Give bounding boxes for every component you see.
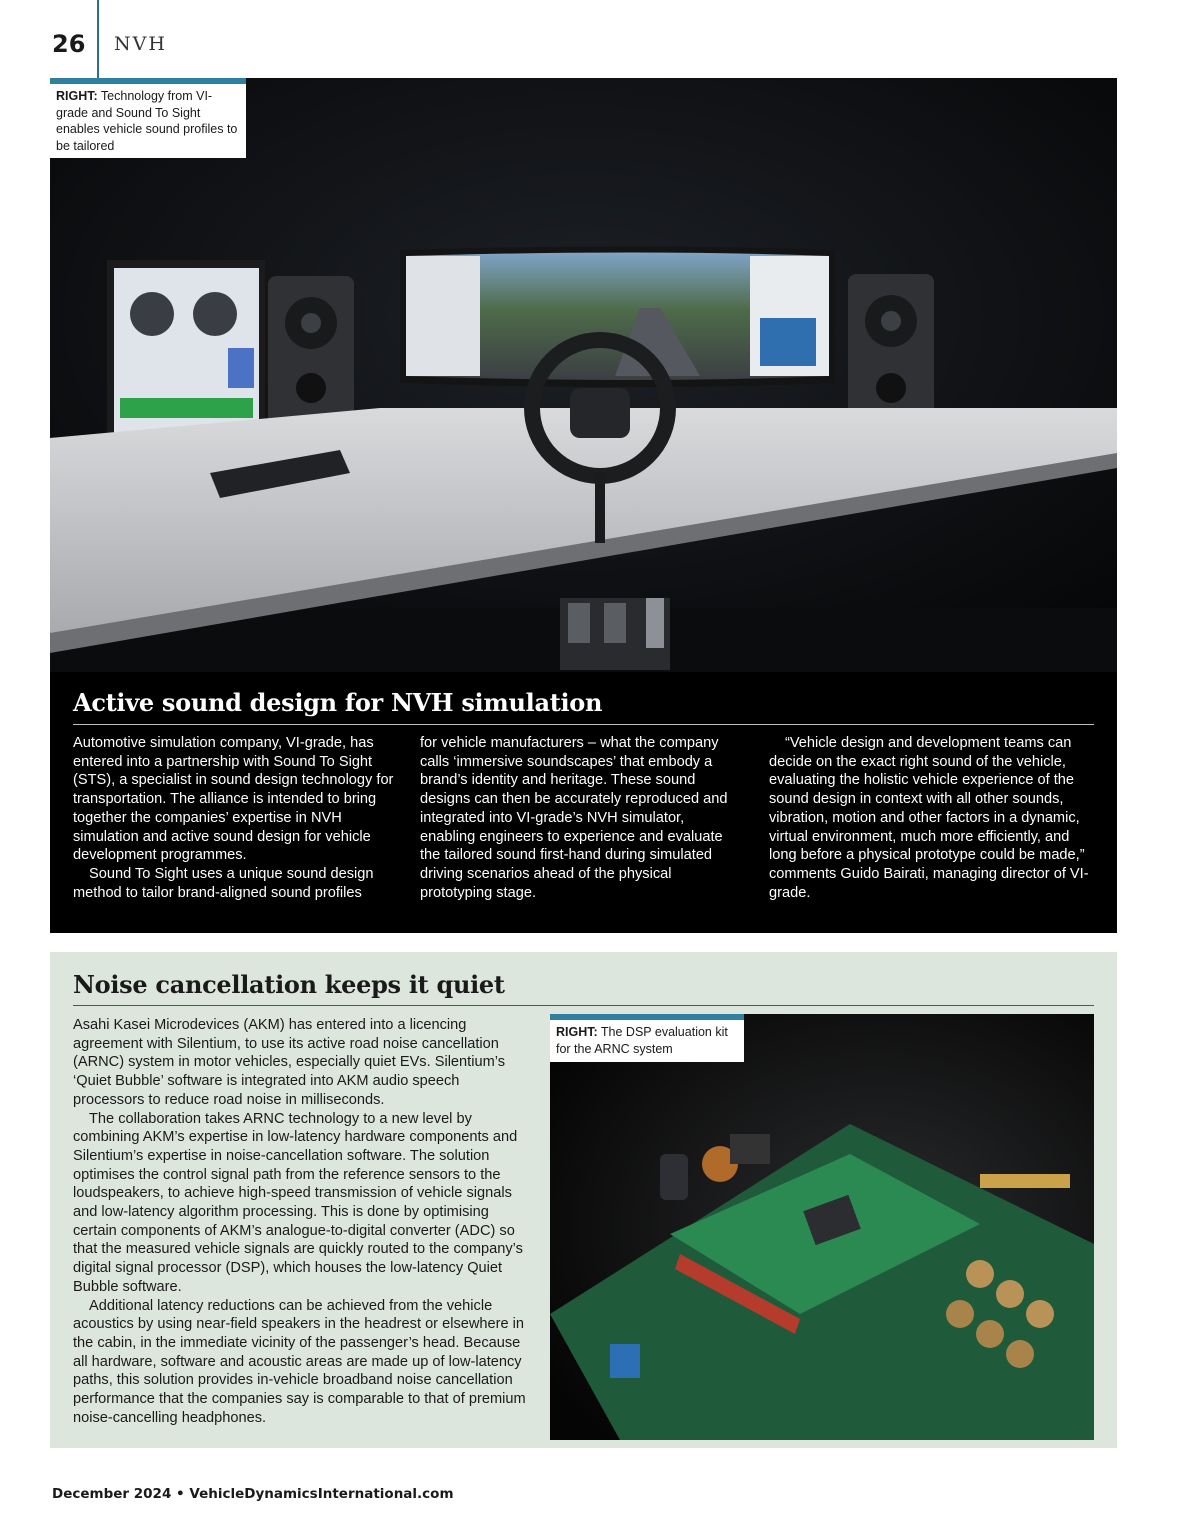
- article-column-1: [73, 734, 403, 902]
- photo-caption: [550, 1014, 744, 1062]
- caption-text: The DSP evaluation kit for the ARNC system: [556, 1025, 728, 1056]
- feature-active-sound: [50, 78, 1117, 933]
- dsp-board-illustration: [550, 1014, 1094, 1440]
- article-body: [73, 1016, 529, 1427]
- article-column-2: [420, 734, 742, 902]
- title-rule: [73, 724, 1094, 725]
- photo-caption: [50, 78, 246, 158]
- caption-text: Technology from VI-grade and Sound To Sight enables vehicle sound profiles to be tailored: [56, 89, 238, 153]
- article-title: Active sound design for NVH simulation: [73, 688, 603, 717]
- caption-label: RIGHT:: [56, 89, 98, 103]
- simulator-photo: [50, 78, 1117, 672]
- feature-noise-cancellation: [50, 952, 1117, 1448]
- section-label: NVH: [114, 33, 167, 55]
- title-rule: [73, 1005, 1094, 1006]
- paragraph: Sound To Sight uses a unique sound design method to tailor brand-aligned sound profiles: [73, 865, 374, 901]
- paragraph: Additional latency reductions can be achieved from the vehicle acoustics by using near-field speakers in the headrest or elsewhere in the cabin, in the immediate vicinity of the passenger’s head. Because all hardware, software and acoustic areas are made up of low-latency paths, this solution provides in-vehicle broadband noise cancellation performance that the companies say is comparable to that of premium noise-cancelling headphones.: [73, 1297, 526, 1426]
- article-column-3: [769, 734, 1097, 902]
- caption-label: RIGHT:: [556, 1025, 598, 1039]
- paragraph: The collaboration takes ARNC technology to a new level by combining AKM’s expertise in low-latency hardware components and Silentium’s expertise in noise-cancellation software. The solution optimises the control signal path from the reference sensors to the loudspeakers, to achieve high-speed transmission of vehicle signals and low-latency algorithm processing. This is done by optimising certain components of AKM’s analogue-to-digital converter (ADC) so that the measured vehicle signals are quickly routed to the company’s digital signal processor (DSP), which houses the low-latency Quiet Bubble software.: [73, 1110, 523, 1295]
- header-divider: [97, 0, 99, 80]
- dsp-kit-photo: [550, 1014, 1094, 1440]
- paragraph: Automotive simulation company, VI-grade, has entered into a partnership with Sound To Sight (STS), a specialist in sound design technology for transportation. The alliance is intended to bring together the companies’ expertise in NVH simulation and active sound design for vehicle development programmes.: [73, 735, 394, 864]
- page-number: 26: [52, 30, 86, 58]
- article-title: Noise cancellation keeps it quiet: [73, 970, 505, 999]
- page-footer: December 2024 • VehicleDynamicsInternational.com: [52, 1486, 454, 1502]
- paragraph: for vehicle manufacturers – what the company calls ‘immersive soundscapes’ that embody a brand’s identity and heritage. These sound designs can then be accurately reproduced and integrated into VI-grade’s NVH simulator, enabling engineers to experience and evaluate the tailored sound first-hand during simulated driving scenarios ahead of the physical prototyping stage.: [420, 735, 728, 901]
- paragraph: “Vehicle design and development teams can decide on the exact right sound of the vehicle, evaluating the holistic vehicle experience of the sound design in context with all other sounds, vibration, motion and other factors in a dynamic, virtual environment, much more efficiently, and long before a physical prototype could be made,” comments Guido Bairati, managing director of VI-grade.: [769, 735, 1089, 901]
- paragraph: Asahi Kasei Microdevices (AKM) has entered into a licencing agreement with Silentium, to use its active road noise cancellation (ARNC) system in motor vehicles, especially quiet EVs. Silentium’s ‘Quiet Bubble’ software is integrated into AKM audio speech processors to reduce road noise in milliseconds.: [73, 1017, 506, 1108]
